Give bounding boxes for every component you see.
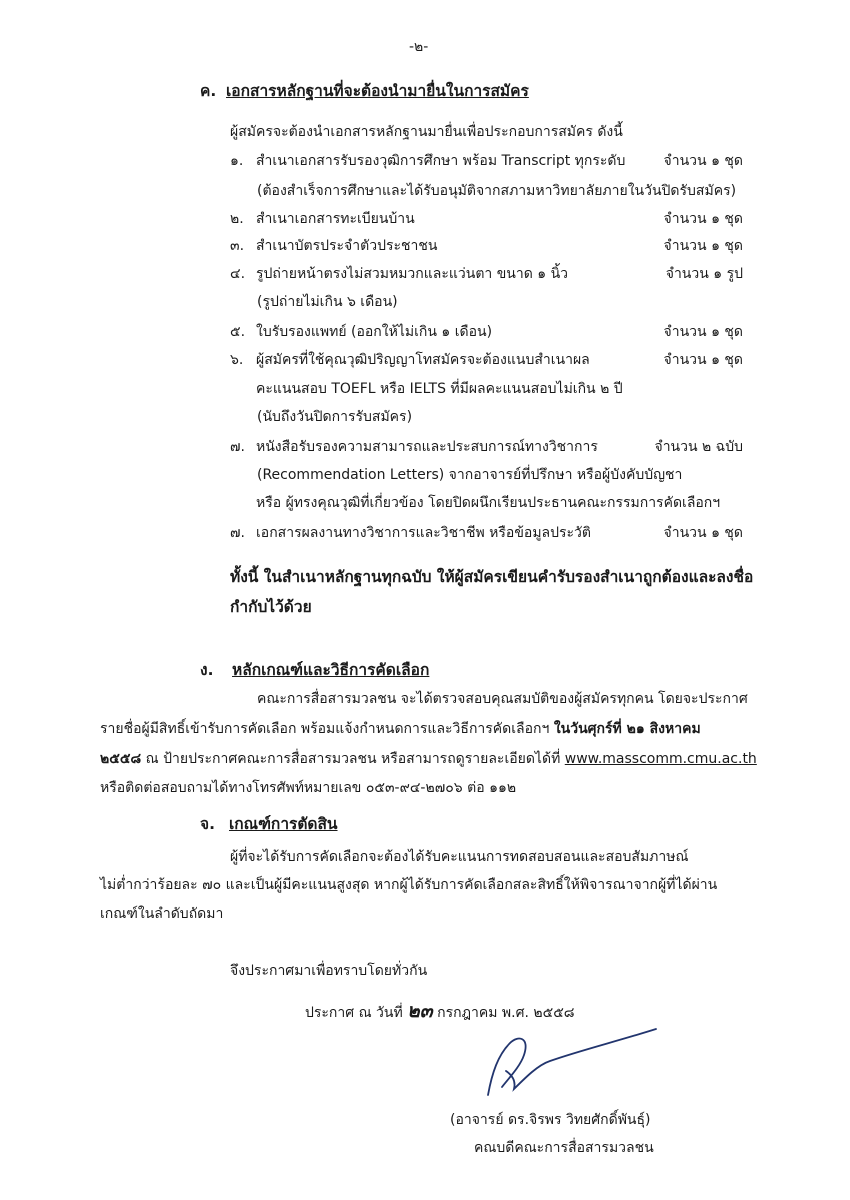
item-text: (รูปถ่ายไม่เกิน ๖ เดือน) [257,294,398,310]
announcement-date: ในวันศุกร์ที่ ๒๑ สิงหาคม [553,721,701,737]
section-c-note: ทั้งนี้ ในสำเนาหลักฐานทุกฉบับ ให้ผู้สมัครเขียนคำรับรองสำเนาถูกต้องและลงชื่อ [230,568,754,586]
item-number: ๗. [230,525,245,541]
item-number: ๔. [230,266,246,282]
announce-date-post: กรกฎาคม พ.ศ. ๒๕๕๘ [437,1005,575,1021]
section-d-text [100,720,701,738]
item-number: ๓. [230,238,245,254]
section-c-intro: ผู้สมัครจะต้องนำเอกสารหลักฐานมายื่นเพื่อประกอบการสมัคร ดังนี้ [230,124,623,140]
section-e-text: เกณฑ์ในลำดับถัดมา [100,906,224,922]
section-e-number: จ. [200,815,215,833]
section-c-note: กำกับไว้ด้วย [230,598,312,616]
item-quantity: จำนวน ๑ ชุด [663,211,743,227]
item-quantity: จำนวน ๑ ชุด [663,324,743,340]
page-number: -๒- [409,39,429,55]
section-d-text-part: รายชื่อผู้มีสิทธิ์เข้ารับการคัดเลือก พร้อมแจ้งกำหนดการและวิธีการคัดเลือกฯ [100,721,554,737]
signer-name: (อาจารย์ ดร.จิรพร วิทยศักดิ์พันธุ์) [450,1112,651,1128]
item-text: สำเนาเอกสารรับรองวุฒิการศึกษา พร้อม Transcript ทุกระดับ [256,153,626,169]
section-e-text: ผู้ที่จะได้รับการคัดเลือกจะต้องได้รับคะแนนการทดสอบสอนและสอบสัมภาษณ์ [230,849,689,865]
signature-icon [478,1025,663,1105]
item-text: ผู้สมัครที่ใช้คุณวุฒิปริญญาโทสมัครจะต้องแนบสำเนาผล [256,352,590,368]
section-d-text: คณะการสื่อสารมวลชน จะได้ตรวจสอบคุณสมบัติของผู้สมัครทุกคน โดยจะประกาศ [257,691,748,707]
item-text: (นับถึงวันปิดการรับสมัคร) [257,409,413,425]
section-d-number: ง. [200,661,214,679]
item-text: คะแนนสอบ TOEFL หรือ IELTS ที่มีผลคะแนนสอบไม่เกิน ๒ ปี [256,381,623,397]
section-e-text: ไม่ต่ำกว่าร้อยละ ๗๐ และเป็นผู้มีคะแนนสูงสุด หากผู้ได้รับการคัดเลือกสละสิทธิ์ให้พิจารณาจากผู้ที่ได้ผ่าน [100,877,718,893]
section-c-number: ค. [200,82,217,100]
item-number: ๑. [230,153,244,169]
item-text: สำเนาเอกสารทะเบียนบ้าน [256,211,415,227]
announcement-year: ๒๕๕๘ [100,751,142,767]
item-number: ๒. [230,211,244,227]
section-d-text-part: ณ ป้ายประกาศคณะการสื่อสารมวลชน หรือสามารถดูรายละเอียดได้ที่ [141,751,565,767]
item-quantity: จำนวน ๑ รูป [665,266,743,282]
item-text: เอกสารผลงานทางวิชาการและวิชาชีพ หรือข้อมูลประวัติ [256,525,592,541]
item-number: ๗. [230,439,245,455]
item-text: หรือ ผู้ทรงคุณวุฒิที่เกี่ยวข้อง โดยปิดผนึกเรียนประธานคณะกรรมการคัดเลือกฯ [256,495,721,511]
signer-title: คณบดีคณะการสื่อสารมวลชน [474,1140,654,1156]
item-quantity: จำนวน ๑ ชุด [663,352,743,368]
item-number: ๕. [230,324,246,340]
item-number: ๖. [230,352,244,368]
section-d-text [100,750,757,768]
announce-date-pre: ประกาศ ณ วันที่ [305,1005,403,1021]
item-quantity: จำนวน ๒ ฉบับ [654,439,743,455]
item-text: สำเนาบัตรประจำตัวประชาชน [256,238,438,254]
item-text: (Recommendation Letters) จากอาจารย์ที่ปรึกษา หรือผู้บังคับบัญชา [257,467,683,483]
item-text: ใบรับรองแพทย์ (ออกให้ไม่เกิน ๑ เดือน) [256,324,493,340]
item-quantity: จำนวน ๑ ชุด [663,153,743,169]
closing-text: จึงประกาศมาเพื่อทราบโดยทั่วกัน [230,963,428,979]
section-d-text: หรือติดต่อสอบถามได้ทางโทรศัพท์หมายเลข ๐๕๓-๙๔-๒๗๐๖ ต่อ ๑๑๒ [100,780,517,796]
item-text: หนังสือรับรองความสามารถและประสบการณ์ทางวิชาการ [256,439,598,455]
announce-day-handwritten: ๒๓ [407,1000,433,1022]
section-d-heading: หลักเกณฑ์และวิธีการคัดเลือก [232,661,430,679]
item-text: รูปถ่ายหน้าตรงไม่สวมหมวกและแว่นตา ขนาด ๑ นิ้ว [256,266,569,282]
item-text: (ต้องสำเร็จการศึกษาและได้รับอนุมัติจากสภามหาวิทยาลัยภายในวันปิดรับสมัคร) [257,183,737,199]
website-link[interactable]: www.masscomm.cmu.ac.th [564,751,757,767]
section-e-heading: เกณฑ์การตัดสิน [229,815,338,833]
item-quantity: จำนวน ๑ ชุด [663,525,743,541]
announce-date [305,1002,575,1022]
section-c-heading: เอกสารหลักฐานที่จะต้องนำมายื่นในการสมัคร [226,82,529,100]
item-quantity: จำนวน ๑ ชุด [663,238,743,254]
